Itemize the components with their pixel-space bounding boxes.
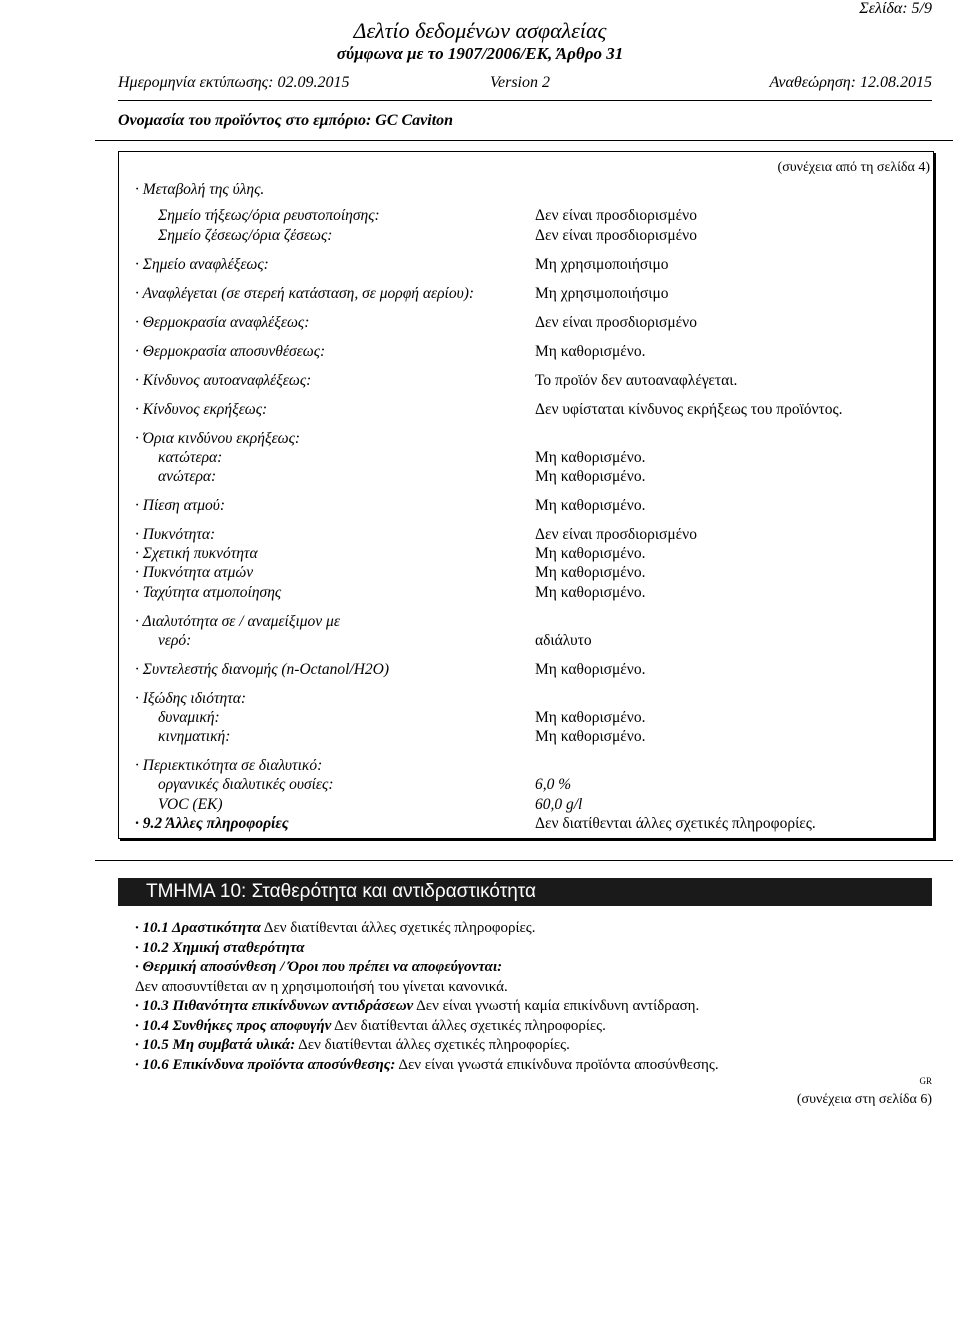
section10-key: · 10.3 Πιθανότητα επικίνδυνων αντιδράσεων <box>135 998 414 1014</box>
property-label: ανώτερα: <box>158 468 217 485</box>
section10-line <box>135 977 508 997</box>
property-label: · Κίνδυνος εκρήξεως: <box>135 401 268 418</box>
revision-date: Αναθεώρηση: 12.08.2015 <box>769 74 932 91</box>
property-label: · Μεταβολή της ύλης. <box>135 181 265 198</box>
property-value: Μη καθορισμένο. <box>535 497 646 514</box>
property-label: · Κίνδυνος αυτοαναφλέξεως: <box>135 372 312 389</box>
property-label: · Σχετική πυκνότητα <box>135 545 258 562</box>
property-label: δυναμική: <box>158 709 220 726</box>
property-label: κινηματική: <box>158 728 231 745</box>
header-rule <box>118 100 932 101</box>
document-title: Δελτίο δεδομένων ασφαλείας <box>353 18 607 43</box>
section10-text: Δεν διατίθενται άλλες σχετικές πληροφορίες. <box>331 1018 606 1034</box>
property-value: Μη χρησιμοποιήσιμο <box>535 285 669 302</box>
section10-line <box>135 1035 570 1055</box>
property-value: 60,0 g/l <box>535 796 583 813</box>
page-number: Σελίδα: 5/9 <box>859 0 932 17</box>
section10-text: Δεν είναι γνωστή καμία επικίνδυνη αντίδραση. <box>413 998 700 1014</box>
property-value: Δεν είναι προσδιορισμένο <box>535 314 697 331</box>
property-label: νερό: <box>158 632 192 649</box>
section10-key: · 10.2 Χημική σταθερότητα <box>135 940 305 956</box>
property-value: Μη καθορισμένο. <box>535 728 646 745</box>
property-value: Μη καθορισμένο. <box>535 661 646 678</box>
section10-heading: ΤΜΗΜΑ 10: Σταθερότητα και αντιδραστικότητα <box>118 878 932 906</box>
product-rule <box>95 140 953 141</box>
property-value: Δεν είναι προσδιορισμένο <box>535 227 697 244</box>
version: Version 2 <box>490 74 550 91</box>
property-value: Το προϊόν δεν αυτοαναφλέγεται. <box>535 372 738 389</box>
property-value: αδιάλυτο <box>535 632 592 649</box>
property-label: · Πυκνότητα ατμών <box>135 564 254 581</box>
property-label: · Περιεκτικότητα σε διαλυτικό: <box>135 757 323 774</box>
property-label: · Σημείο αναφλέξεως: <box>135 256 269 273</box>
property-label: · Θερμοκρασία αναφλέξεως: <box>135 314 310 331</box>
property-label: · Συντελεστής διανομής (n-Octanol/H2O) <box>135 661 390 678</box>
property-label: · Θερμοκρασία αποσυνθέσεως: <box>135 343 326 360</box>
property-label: · Αναφλέγεται (σε στερεή κατάσταση, σε μορφή αερίου): <box>135 285 475 302</box>
continued-from: (συνέχεια από τη σελίδα 4) <box>777 160 930 175</box>
section10-line <box>135 957 502 977</box>
section10-key: · 10.1 Δραστικότητα <box>135 920 261 936</box>
property-label: VOC (ΕΚ) <box>158 796 223 813</box>
section10-text: Δεν διατίθενται άλλες σχετικές πληροφορίες. <box>260 920 536 936</box>
property-value: Δεν είναι προσδιορισμένο <box>535 207 697 224</box>
property-value: Μη καθορισμένο. <box>535 709 646 726</box>
property-value: Δεν διατίθενται άλλες σχετικές πληροφορίες. <box>535 815 816 832</box>
property-value: Μη καθορισμένο. <box>535 449 646 466</box>
section10-text: Δεν διατίθενται άλλες σχετικές πληροφορίες. <box>295 1037 570 1053</box>
document-subtitle: σύμφωνα με το 1907/2006/ΕΚ, Άρθρο 31 <box>336 44 624 63</box>
property-label: · 9.2 Άλλες πληροφορίες <box>135 815 289 832</box>
property-value: Μη καθορισμένο. <box>535 545 646 562</box>
section10-line <box>135 996 699 1016</box>
property-value: Μη καθορισμένο. <box>535 564 646 581</box>
product-name: Ονομασία του προϊόντος στο εμπόριο: GC Caviton <box>118 112 454 129</box>
property-value: Δεν υφίσταται κίνδυνος εκρήξεως του προϊόντος. <box>535 401 843 418</box>
property-value: Δεν είναι προσδιορισμένο <box>535 526 697 543</box>
property-label: κατώτερα: <box>158 449 223 466</box>
section10-key: · 10.6 Επικίνδυνα προϊόντα αποσύνθεσης: <box>135 1057 396 1073</box>
section10-text: Δεν αποσυντίθεται αν η χρησιμοποιήσή του γίνεται κανονικά. <box>135 979 508 995</box>
print-date: Ημερομηνία εκτύπωσης: 02.09.2015 <box>118 74 350 91</box>
continued-to: (συνέχεια στη σελίδα 6) <box>796 1092 932 1107</box>
section10-key: · Θερμική αποσύνθεση / Όροι που πρέπει να αποφεύγονται: <box>135 959 503 975</box>
property-value: 6,0 % <box>535 776 572 793</box>
section10-key: · 10.4 Συνθήκες προς αποφυγήν <box>135 1018 332 1034</box>
property-label: · Διαλυτότητα σε / αναμείξιμον με <box>135 613 340 630</box>
section10-line <box>135 918 536 938</box>
property-label: · Όρια κινδύνου εκρήξεως: <box>135 430 301 447</box>
section10-line <box>135 1055 719 1075</box>
property-label: οργανικές διαλυτικές ουσίες: <box>158 776 334 793</box>
property-label: Σημείο ζέσεως/όρια ζέσεως: <box>158 227 333 244</box>
property-value: Μη χρησιμοποιήσιμο <box>535 256 669 273</box>
language-code: GR <box>919 1076 932 1086</box>
property-label: · Πίεση ατμού: <box>135 497 226 514</box>
property-label: Σημείο τήξεως/όρια ρευστοποίησης: <box>158 207 380 224</box>
property-label: · Ταχύτητα ατμοποίησης <box>135 584 282 601</box>
property-label: · Ιξώδης ιδιότητα: <box>135 690 247 707</box>
section10-line <box>135 938 305 958</box>
property-value: Μη καθορισμένο. <box>535 343 646 360</box>
property-value: Μη καθορισμένο. <box>535 468 646 485</box>
section10-key: · 10.5 Μη συμβατά υλικά: <box>135 1037 296 1053</box>
property-label: · Πυκνότητα: <box>135 526 216 543</box>
property-value: Μη καθορισμένο. <box>535 584 646 601</box>
section10-line <box>135 1016 606 1036</box>
section10-text: Δεν είναι γνωστά επικίνδυνα προϊόντα αποσύνθεσης. <box>395 1057 719 1073</box>
